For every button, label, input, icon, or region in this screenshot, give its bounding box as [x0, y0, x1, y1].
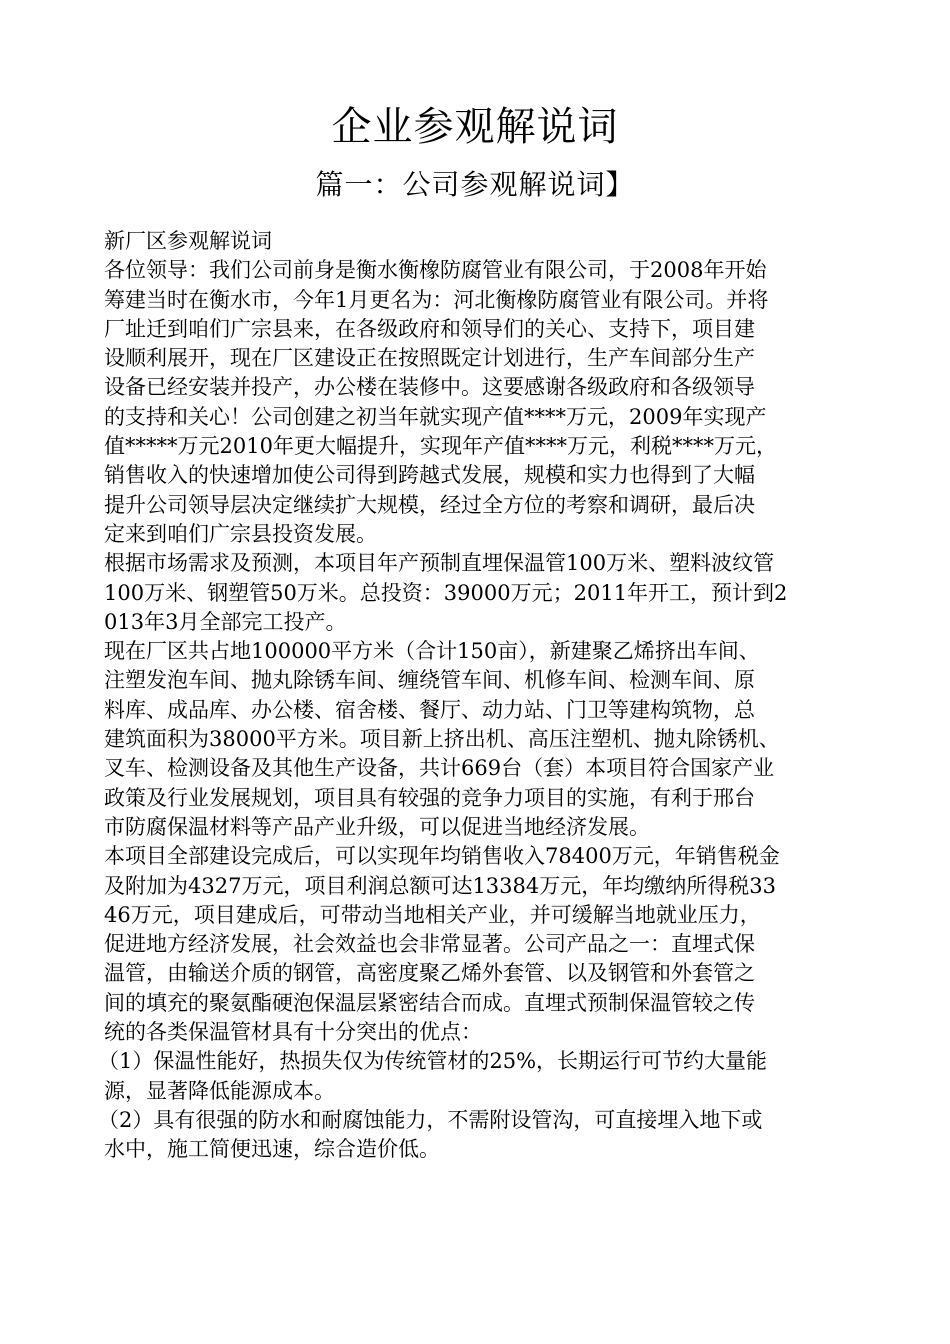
body-line: 源，显著降低能源成本。 [104, 1078, 335, 1103]
body-line: 市防腐保温材料等产品产业升级，可以促进当地经济发展。 [104, 814, 650, 839]
body-line: 的支持和关心！公司创建之初当年就实现产值****万元，2009年实现产 [104, 404, 767, 429]
body-line: 筹建当时在衡水市，今年1月更名为：河北衡橡防腐管业有限公司。并将 [104, 287, 769, 312]
body-line: 新厂区参观解说词 [104, 229, 272, 253]
body-line: 100万米、钢塑管50万米。总投资：39000万元；2011年开工，预计到2 [104, 580, 788, 605]
body-line: 提升公司领导层决定继续扩大规模，经过全方位的考察和调研，最后决 [104, 492, 755, 517]
body-line: 本项目全部建设完成后，可以实现年均销售收入78400万元，年销售税金 [104, 844, 780, 869]
list-item-line: （2）具有很强的防水和耐腐蚀能力，不需附设管沟，可直接埋入地下或 [98, 1107, 763, 1132]
body-line: 建筑面积为38000平方米。项目新上挤出机、高压注塑机、抛丸除锈机、 [104, 727, 780, 752]
body-line: 设顺利展开，现在厂区建设正在按照既定计划进行，生产车间部分生产 [104, 346, 755, 371]
body-line: 间的填充的聚氨酯硬泡保温层紧密结合而成。直埋式预制保温管较之传 [104, 990, 755, 1015]
body-line: 及附加为4327万元，项目利润总额可达13384万元，年均缴纳所得税33 [104, 873, 776, 898]
body-line: 注塑发泡车间、抛丸除锈车间、缠绕管车间、机修车间、检测车间、原 [104, 668, 755, 693]
body-line: 料库、成品库、办公楼、宿舍楼、餐厅、动力站、门卫等建构筑物，总 [104, 697, 755, 722]
body-line: 各位领导：我们公司前身是衡水衡橡防腐管业有限公司，于2008年开始 [104, 258, 767, 283]
body-line: 统的各类保温管材具有十分突出的优点： [104, 1020, 482, 1045]
body-line: 政策及行业发展规划，项目具有较强的竞争力项目的实施，有利于邢台 [104, 785, 755, 810]
list-item-line: （1）保温性能好，热损失仅为传统管材的25%，长期运行可节约大量能 [98, 1049, 768, 1074]
body-line: 定来到咱们广宗县投资发展。 [104, 521, 377, 546]
body-line: 促进地方经济发展，社会效益也会非常显著。公司产品之一：直埋式保 [104, 932, 755, 957]
body-line: 温管，由输送介质的钢管，高密度聚乙烯外套管、以及钢管和外套管之 [104, 961, 755, 986]
body-line: 现在厂区共占地100000平方米（合计150亩），新建聚乙烯挤出车间、 [104, 639, 760, 664]
body-line: 设备已经安装并投产，办公楼在装修中。这要感谢各级政府和各级领导 [104, 375, 755, 400]
body-line: 水中，施工简便迅速，综合造价低。 [104, 1137, 440, 1162]
document-body [98, 227, 864, 1165]
document-subtitle: 篇一：公司参观解说词】 [315, 168, 635, 201]
body-line: 厂址迁到咱们广宗县来，在各级政府和领导们的关心、支持下，项目建 [104, 316, 755, 341]
document-title: 企业参观解说词 [331, 104, 619, 150]
body-line: 值*****万元2010年更大幅提升，实现年产值****万元，利税****万元， [104, 434, 777, 459]
body-line: 根据市场需求及预测，本项目年产预制直埋保温管100万米、塑料波纹管 [104, 551, 775, 576]
body-line: 销售收入的快速增加使公司得到跨越式发展，规模和实力也得到了大幅 [104, 463, 755, 488]
body-line: 013年3月全部完工投产。 [104, 609, 347, 634]
body-line: 叉车、检测设备及其他生产设备，共计669台（套）本项目符合国家产业 [104, 756, 775, 781]
body-line: 46万元，项目建成后，可带动当地相关产业，并可缓解当地就业压力， [104, 902, 761, 927]
